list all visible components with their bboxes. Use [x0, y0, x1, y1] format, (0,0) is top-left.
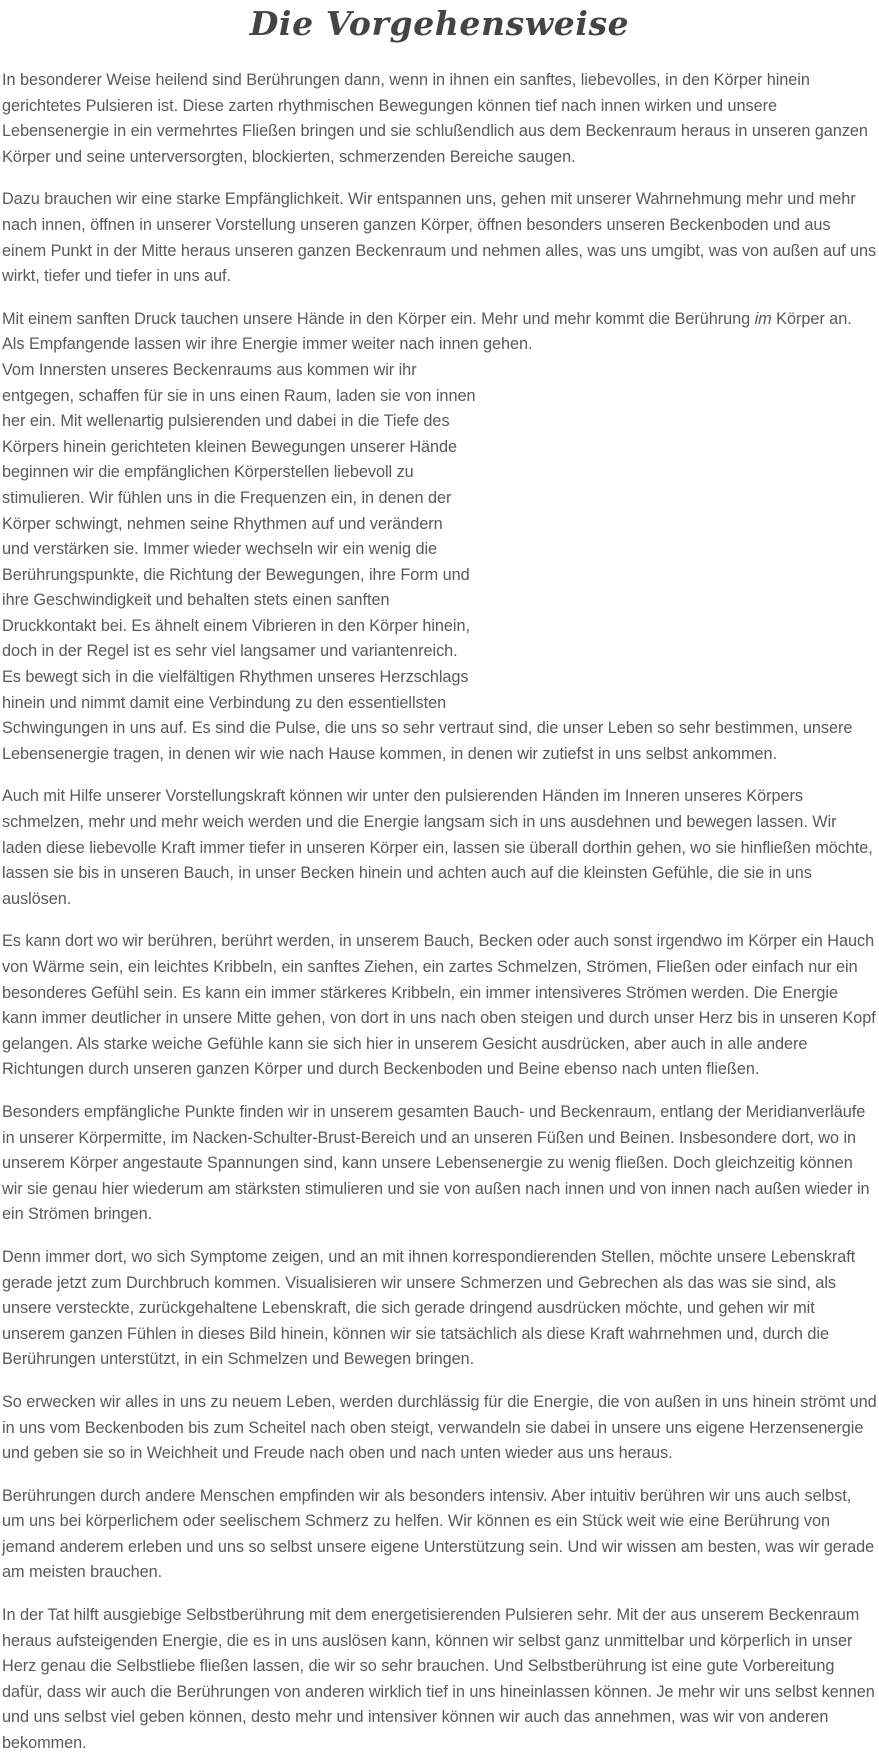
- narrow-line: beginnen wir die empfänglichen Körperstellen liebevoll zu: [2, 463, 414, 482]
- narrow-line: her ein. Mit wellenartig pulsierenden und dabei in die Tiefe des: [2, 412, 450, 431]
- narrow-line: Körpers hinein gerichteten kleinen Bewegungen unserer Hände: [2, 437, 458, 456]
- paragraph-10: In der Tat hilft ausgiebige Selbstberührung mit dem energetisierenden Pulsieren sehr. Mit der aus unserem Beckenraum heraus aufsteigenden Energie, die es in uns auslösen kann, können wir selbst ganz unmittelbar und körperlich in unser Herz genau die Selbstliebe fließen lassen, die wir so sehr brauchen. Und Selbstberührung ist eine gute Vorbereitung dafür, dass wir auch die Berührungen von anderen wirklich tief in uns hineinlassen können. Je mehr wir uns selbst kennen und uns selbst viel geben können, desto mehr und intensiver können wir auch das annehmen, was wir von anderen bekommen.: [2, 1606, 875, 1753]
- page-title: Die Vorgehensweise: [249, 4, 630, 43]
- paragraph-1: In besonderer Weise heilend sind Berührungen dann, wenn in ihnen ein sanftes, liebevolles, in den Körper hinein gerichtetes Pulsieren ist. Diese zarten rhythmischen Bewegungen können tief nach innen wirken und unsere Lebensenergie in ein vermehrtes Fließen bringen und sie schlußendlich aus dem Beckenraum heraus in unseren ganzen Körper und seine unterversorgten, blockierten, schmerzenden Bereiche saugen.: [2, 71, 868, 166]
- paragraph-3: [2, 307, 877, 768]
- narrow-line: Es bewegt sich in die vielfältigen Rhythmen unseres Herzschlags: [2, 668, 469, 687]
- paragraph-3-emphasis: im: [754, 309, 772, 328]
- narrow-line: Körper schwingt, nehmen seine Rhythmen auf und verändern: [2, 514, 443, 533]
- paragraph-3-lead-a: Mit einem sanften Druck tauchen unsere Hände in den Körper ein. Mehr und mehr kommt die Berührung: [2, 309, 755, 328]
- paragraph-3-narrow-block: [2, 358, 502, 716]
- document-body: [2, 68, 877, 1757]
- narrow-line: Vom Innersten unseres Beckenraums aus kommen wir ihr: [2, 360, 417, 379]
- narrow-line: doch in der Regel ist es sehr viel langsamer und variantenreich.: [2, 642, 458, 661]
- paragraph-3-tail: Schwingungen in uns auf. Es sind die Pulse, die uns so sehr vertraut sind, die unser Leben so sehr bestimmen, unsere Lebensenergie tragen, in denen wir wie nach Hause kommen, in denen wir zutiefst in uns selbst ankommen.: [2, 719, 853, 763]
- paragraph-6: Besonders empfängliche Punkte finden wir in unserem gesamten Bauch- und Beckenraum, entlang der Meridianverläufe in unserer Körpermitte, im Nacken-Schulter-Brust-Bereich und an unseren Füßen und Beinen. Insbesondere dort, wo in unserem Körper angestaute Spannungen sind, kann unsere Lebensenergie zu wenig fließen. Doch gleichzeitig können wir sie genau hier wiederum am stärksten stimulieren und sie von außen nach innen und von innen nach außen wieder in ein Strömen bringen.: [2, 1102, 870, 1224]
- narrow-line: Druckkontakt bei. Es ähnelt einem Vibrieren in den Körper hinein,: [2, 616, 470, 635]
- narrow-line: Berührungspunkte, die Richtung der Bewegungen, ihre Form und: [2, 565, 470, 584]
- paragraph-5: Es kann dort wo wir berühren, berührt werden, in unserem Bauch, Becken oder auch sonst irgendwo im Körper ein Hauch von Wärme sein, ein leichtes Kribbeln, ein sanftes Ziehen, ein zartes Schmelzen, Strömen, Fließen oder einfach nur ein besonderes Gefühl sein. Es kann ein immer stärkeres Kribbeln, ein immer intensiveres Strömen werden. Die Energie kann immer deutlicher in unsere Mitte gehen, von dort in uns nach oben steigen und durch unser Herz bis in unseren Kopf gelangen. Als starke weiche Gefühle kann sie sich hier in unserem Gesicht ausdrücken, aber auch in alle andere Richtungen durch unseren ganzen Körper und durch Beckenboden und Beine ebenso nach unten fließen.: [2, 932, 876, 1079]
- narrow-line: und verstärken sie. Immer wieder wechseln wir ein wenig die: [2, 540, 438, 559]
- paragraph-7: Denn immer dort, wo sich Symptome zeigen, und an mit ihnen korrespondierenden Stellen, möchte unsere Lebenskraft gerade jetzt zum Durchbruch kommen. Visualisieren wir unsere Schmerzen und Gebrechen als das was sie sind, als unsere versteckte, zurückgehaltene Lebenskraft, die sich gerade dringend ausdrücken möchte, und gehen wir mit unserem ganzen Fühlen in dieses Bild hinein, können wir sie tatsächlich als diese Kraft wahrnehmen und, durch die Berührungen unterstützt, in ein Schmelzen und Bewegen bringen.: [2, 1247, 856, 1369]
- paragraph-3-lead-b: Körper an. Als Empfangende lassen wir ihre Energie immer weiter nach innen gehen.: [2, 309, 852, 354]
- narrow-line: entgegen, schaffen für sie in uns einen Raum, laden sie von innen: [2, 386, 476, 405]
- paragraph-8: So erwecken wir alles in uns zu neuem Leben, werden durchlässig für die Energie, die von außen in uns hinein strömt und in uns vom Beckenboden bis zum Scheitel nach oben steigt, verwandeln sie dabei in unsere uns eigene Herzensenergie und geben sie so in Weichheit und Freude nach oben und nach unten wieder aus uns heraus.: [2, 1392, 877, 1463]
- narrow-line: ihre Geschwindigkeit und behalten stets einen sanften: [2, 591, 390, 610]
- narrow-line: stimulieren. Wir fühlen uns in die Frequenzen ein, in denen der: [2, 488, 452, 507]
- paragraph-9: Berührungen durch andere Menschen empfinden wir als besonders intensiv. Aber intuitiv berühren wir uns auch selbst, um uns bei körperlichem oder seelischem Schmerz zu helfen. Wir können es ein Stück weit wie eine Berührung von jemand anderem erleben und uns so selbst unsere eigene Unterstützung sein. Und wir wissen am besten, was wir gerade am meisten brauchen.: [2, 1486, 875, 1582]
- document-page: [0, 4, 879, 1757]
- paragraph-2: Dazu brauchen wir eine starke Empfänglichkeit. Wir entspannen uns, gehen mit unserer Wahrnehmung mehr und mehr nach innen, öffnen in unserer Vorstellung unseren ganzen Körper, öffnen besonders unseren Beckenboden und aus einem Punkt in der Mitte heraus unseren ganzen Beckenraum und nehmen alles, was uns umgibt, was von außen auf uns wirkt, tiefer und tiefer in uns auf.: [2, 190, 877, 286]
- paragraph-4: Auch mit Hilfe unserer Vorstellungskraft können wir unter den pulsierenden Händen im Inneren unseres Körpers schmelzen, mehr und mehr weich werden und die Energie langsam sich in uns ausdehnen und bewegen lassen. Wir laden diese liebevolle Kraft immer tiefer in unseren Körper ein, lassen sie überall dorthin gehen, wo sie hinfließen möchte, lassen sie bis in unseren Bauch, in unser Becken hinein und achten auch auf die kleinsten Gefühle, die sie in uns auslösen.: [2, 787, 873, 908]
- narrow-line: hinein und nimmt damit eine Verbindung zu den essentiellsten: [2, 693, 447, 712]
